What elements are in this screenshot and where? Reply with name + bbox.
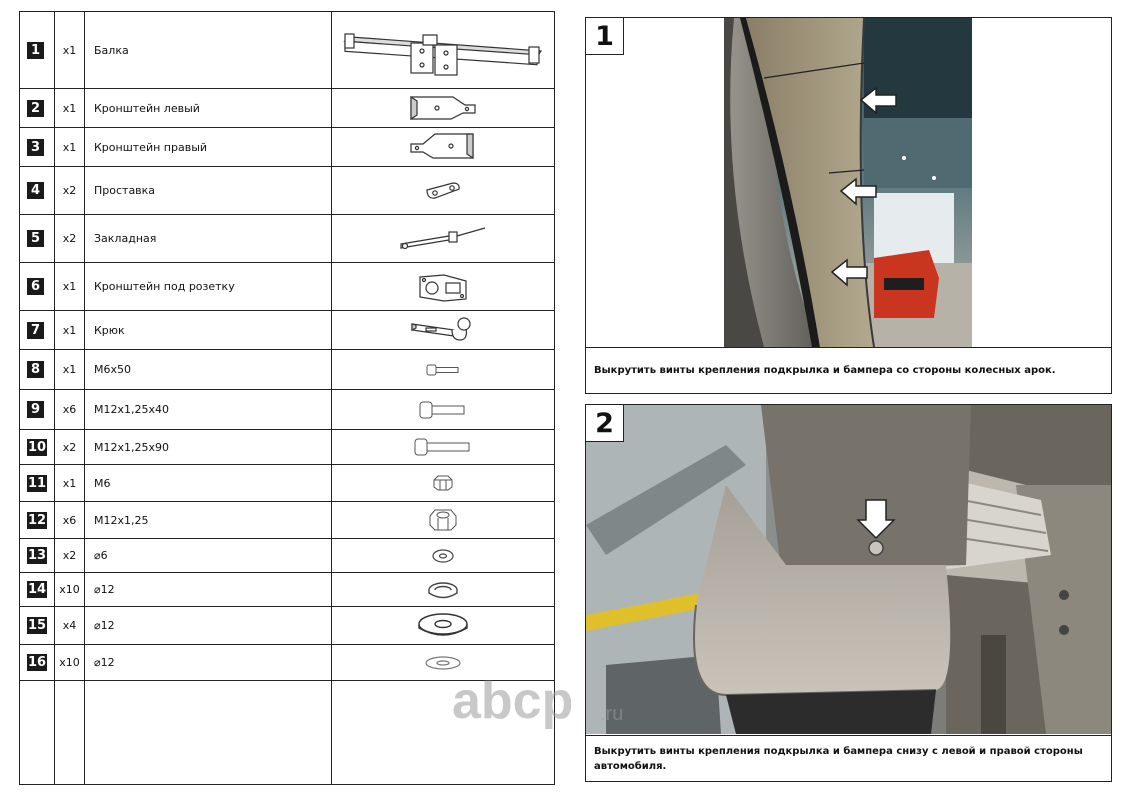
part-number-badge: 7: [27, 322, 44, 339]
spacer-icon: [423, 180, 463, 202]
part-number-badge: 9: [27, 401, 44, 418]
part-name: ⌀12: [85, 607, 332, 645]
spring-washer-icon: [426, 580, 460, 600]
part-number-badge: 12: [28, 512, 47, 528]
table-row: [20, 539, 555, 573]
right-bracket-icon: [405, 130, 481, 164]
part-quantity: x1: [55, 350, 85, 390]
part-image-cell: [332, 12, 555, 89]
wide-washer-icon: [417, 612, 469, 640]
watermark-suffix: .ru: [600, 703, 624, 725]
step-panel-1: [585, 17, 1112, 394]
part-number-badge: 1: [27, 42, 44, 59]
table-row: [20, 12, 555, 89]
table-row: [20, 465, 555, 502]
tow-hook-icon: [408, 314, 478, 346]
table-row: [20, 607, 555, 645]
part-quantity: x2: [55, 430, 85, 465]
part-number-badge: 10: [28, 439, 47, 455]
part-name: Проставка: [85, 167, 332, 215]
part-quantity: x1: [55, 311, 85, 350]
part-name: Кронштейн под розетку: [85, 263, 332, 311]
part-quantity: x6: [55, 390, 85, 430]
part-quantity: x10: [55, 573, 85, 607]
part-quantity: x10: [55, 645, 85, 681]
part-image-cell: [332, 167, 555, 215]
table-row: [20, 311, 555, 350]
part-number-badge: 13: [28, 548, 47, 563]
part-image-cell: [332, 350, 555, 390]
part-name: М6х50: [85, 350, 332, 390]
left-bracket-icon: [407, 93, 479, 123]
part-name: ⌀6: [85, 539, 332, 573]
part-number-badge: 8: [27, 361, 44, 378]
step-caption: Выкрутить винты крепления подкрылка и бампера со стороны колесных арок.: [586, 347, 1111, 393]
table-row: [20, 573, 555, 607]
part-quantity: x2: [55, 539, 85, 573]
table-row: [20, 390, 555, 430]
part-number-badge: 3: [27, 139, 44, 156]
part-image-cell: [332, 263, 555, 311]
part-image-cell: [332, 215, 555, 263]
part-image-cell: [332, 311, 555, 350]
table-row: [20, 167, 555, 215]
part-number-badge: 15: [28, 618, 47, 633]
part-name: М12х1,25: [85, 502, 332, 539]
underbody-photo: [586, 405, 1111, 734]
part-quantity: x1: [55, 89, 85, 128]
part-number-badge: 2: [27, 100, 44, 117]
part-image-cell: [332, 430, 555, 465]
table-row: [20, 430, 555, 465]
step-number: 2: [586, 405, 624, 442]
part-name: Закладная: [85, 215, 332, 263]
socket-bracket-icon: [414, 271, 472, 303]
part-name: Кронштейн левый: [85, 89, 332, 128]
step-caption: Выкрутить винты крепления подкрылка и бампера снизу с левой и правой стороны автомобиля.: [586, 735, 1111, 781]
part-image-cell: [332, 502, 555, 539]
table-row: [20, 645, 555, 681]
part-number-badge: 11: [28, 475, 47, 491]
part-number-badge: 5: [27, 230, 44, 247]
nut-large-icon: [428, 508, 458, 532]
part-name: Балка: [85, 12, 332, 89]
part-number-badge: 14: [28, 582, 47, 597]
part-quantity: x4: [55, 607, 85, 645]
table-row-empty: [20, 681, 555, 785]
part-name: М6: [85, 465, 332, 502]
part-quantity: x2: [55, 167, 85, 215]
table-row: [20, 502, 555, 539]
embed-plate-icon: [397, 226, 489, 252]
table-row: [20, 263, 555, 311]
part-name: М12х1,25х40: [85, 390, 332, 430]
table-row: [20, 350, 555, 390]
bolt-medium-icon: [418, 400, 468, 420]
part-name: Крюк: [85, 311, 332, 350]
part-name: Кронштейн правый: [85, 128, 332, 167]
table-row: [20, 128, 555, 167]
step-panel-2: [585, 404, 1112, 782]
part-image-cell: [332, 645, 555, 681]
wheel-arch-photo: [724, 18, 972, 347]
part-image-cell: [332, 390, 555, 430]
part-image-cell: [332, 573, 555, 607]
wheel-arch-photo-image: [724, 18, 972, 347]
part-number-badge: 6: [27, 278, 44, 295]
parts-table: [19, 11, 555, 785]
part-quantity: x6: [55, 502, 85, 539]
nut-small-icon: [432, 474, 454, 492]
part-name: ⌀12: [85, 645, 332, 681]
part-image-cell: [332, 465, 555, 502]
underbody-photo-image: [586, 405, 1111, 734]
flat-washer-icon: [424, 654, 462, 672]
watermark-brand: abcp: [452, 672, 574, 730]
part-quantity: x1: [55, 465, 85, 502]
step-number: 1: [586, 18, 624, 55]
washer-small-icon: [430, 548, 456, 564]
table-row: [20, 215, 555, 263]
bolt-small-icon: [425, 363, 461, 377]
part-quantity: x1: [55, 263, 85, 311]
part-number-badge: 16: [28, 655, 47, 670]
part-image-cell: [332, 89, 555, 128]
part-image-cell: [332, 539, 555, 573]
part-image-cell: [332, 128, 555, 167]
part-name: М12х1,25х90: [85, 430, 332, 465]
bolt-long-icon: [413, 437, 473, 457]
table-row: [20, 89, 555, 128]
part-quantity: x1: [55, 128, 85, 167]
part-number-badge: 4: [27, 182, 44, 199]
part-name: ⌀12: [85, 573, 332, 607]
part-image-cell: [332, 607, 555, 645]
part-quantity: x1: [55, 12, 85, 89]
beam-icon: [341, 21, 546, 79]
part-quantity: x2: [55, 215, 85, 263]
